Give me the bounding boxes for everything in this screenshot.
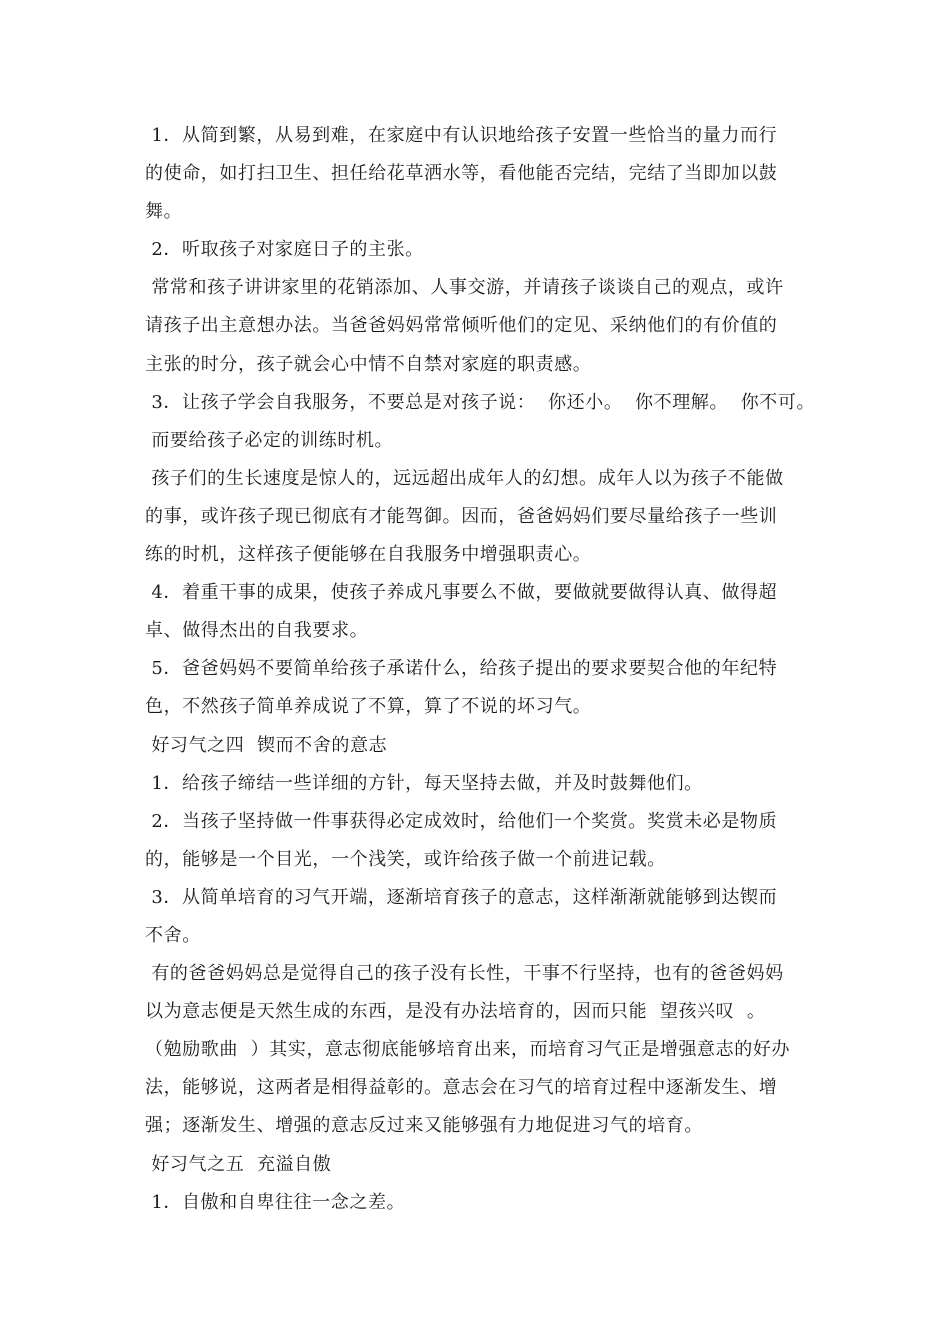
text-line: 以为意志便是天然生成的东西，是没有办法培育的，因而只能 望孩兴叹 。 bbox=[145, 1001, 766, 1023]
text-line: 不舍。 bbox=[145, 924, 201, 946]
text-line: 的，能够是一个目光，一个浅笑，或许给孩子做一个前进记载。 bbox=[145, 848, 666, 870]
text-line: 4．着重干事的成果，使孩子养成凡事要么不做，要做就要做得认真、做得超 bbox=[145, 582, 778, 604]
text-line: 1．自傲和自卑往往一念之差。 bbox=[145, 1191, 406, 1213]
text-line: 卓、做得杰出的自我要求。 bbox=[145, 620, 369, 642]
text-line: 5．爸爸妈妈不要简单给孩子承诺什么，给孩子提出的要求要契合他的年纪特 bbox=[145, 658, 778, 680]
section-heading: 好习气之四 锲而不舍的意志 bbox=[145, 734, 388, 756]
document-body bbox=[145, 117, 835, 1222]
text-line: 的使命，如打扫卫生、担任给花草洒水等，看他能否完结，完结了当即加以鼓 bbox=[145, 163, 778, 185]
text-line: 主张的时分，孩子就会心中情不自禁对家庭的职责感。 bbox=[145, 353, 592, 375]
text-line: 而要给孩子必定的训练时机。 bbox=[145, 429, 394, 451]
text-line: （勉励歌曲 ）其实，意志彻底能够培育出来，而培育习气正是增强意志的好办 bbox=[145, 1039, 791, 1061]
text-line: 法，能够说，这两者是相得益彰的。意志会在习气的培育过程中逐渐发生、增 bbox=[145, 1077, 778, 1099]
text-line: 练的时机，这样孩子便能够在自我服务中增强职责心。 bbox=[145, 544, 592, 566]
text-line: 的事，或许孩子现已彻底有才能驾御。因而，爸爸妈妈们要尽量给孩子一些训 bbox=[145, 505, 778, 527]
text-line: 舞。 bbox=[145, 201, 183, 223]
text-line: 色，不然孩子简单养成说了不算，算了不说的坏习气。 bbox=[145, 696, 592, 718]
text-line: 请孩子出主意想办法。当爸爸妈妈常常倾听他们的定见、采纳他们的有价值的 bbox=[145, 315, 778, 337]
text-line: 常常和孩子讲讲家里的花销添加、人事交游，并请孩子谈谈自己的观点，或许 bbox=[145, 277, 784, 299]
text-line: 孩子们的生长速度是惊人的，远远超出成年人的幻想。成年人以为孩子不能做 bbox=[145, 467, 784, 489]
text-line: 2．当孩子坚持做一件事获得必定成效时，给他们一个奖赏。奖赏未必是物质 bbox=[145, 810, 778, 832]
text-line: 3．让孩子学会自我服务，不要总是对孩子说： 你还小。 你不理解。 你不可。 bbox=[145, 391, 816, 413]
text-line: 有的爸爸妈妈总是觉得自己的孩子没有长性，干事不行坚持，也有的爸爸妈妈 bbox=[145, 963, 784, 985]
text-line: 强；逐渐发生、增强的意志反过来又能够强有力地促进习气的培育。 bbox=[145, 1115, 703, 1137]
text-line: 3．从简单培育的习气开端，逐渐培育孩子的意志，这样渐渐就能够到达锲而 bbox=[145, 886, 778, 908]
text-line: 1．给孩子缔结一些详细的方针，每天坚持去做，并及时鼓舞他们。 bbox=[145, 772, 703, 794]
text-line: 2．听取孩子对家庭日子的主张。 bbox=[145, 239, 424, 261]
text-line: 1．从简到繁，从易到难，在家庭中有认识地给孩子安置一些恰当的量力而行 bbox=[145, 125, 778, 146]
section-heading: 好习气之五 充溢自傲 bbox=[145, 1153, 332, 1175]
